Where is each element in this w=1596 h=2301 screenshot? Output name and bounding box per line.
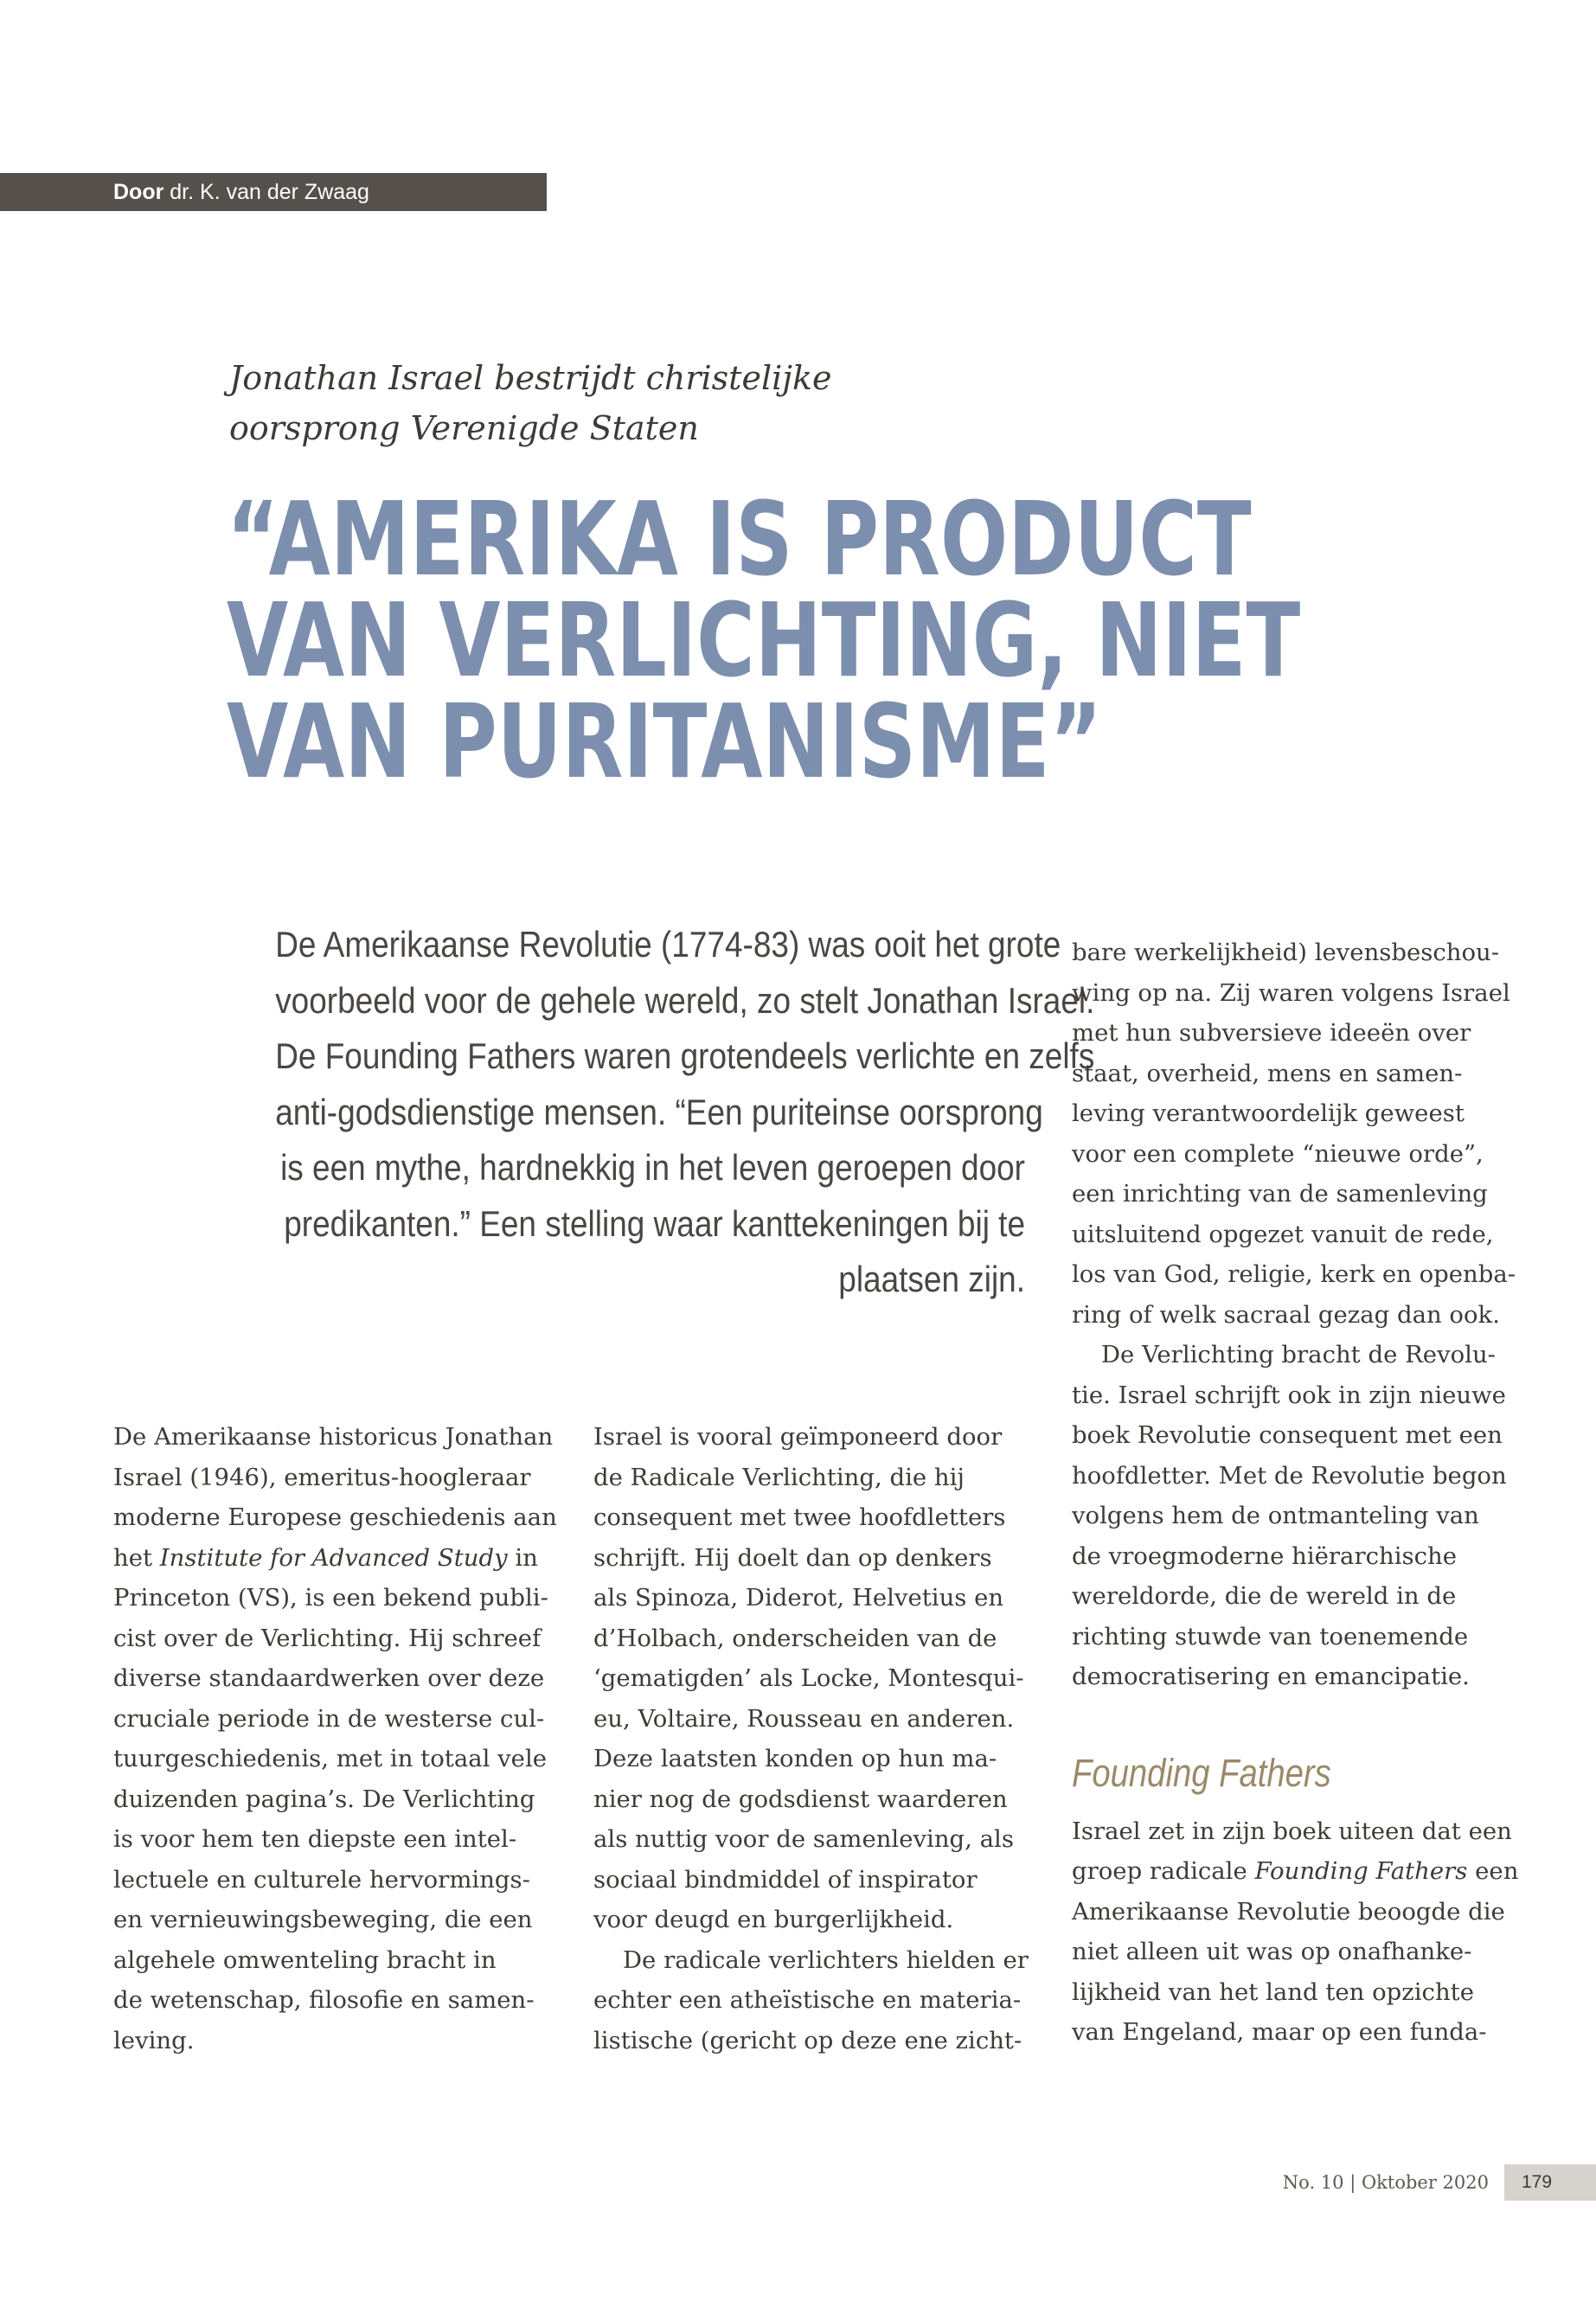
body-line: en vernieuwingsbeweging, die een: [113, 1906, 533, 1933]
body-line: los van God, religie, kerk en openba-: [1072, 1260, 1516, 1288]
body-line: Israel is vooral geïmponeerd door: [593, 1423, 1003, 1451]
body-text: een: [1467, 1857, 1519, 1885]
body-line: sociaal bindmiddel of inspirator: [593, 1865, 977, 1894]
lead-line: De Amerikaanse Revolutie (1774-83) was ooit het grote: [275, 924, 1061, 965]
column-3: [1072, 933, 1522, 2053]
body-line: algehele omwenteling bracht in: [113, 1945, 497, 1974]
lead-line: De Founding Fathers waren grotendeels verlichte en zelfs: [275, 1035, 1095, 1076]
institute-name: Institute for Advanced Study: [159, 1543, 508, 1572]
body-line: volgens hem de ontmanteling van: [1072, 1502, 1479, 1529]
body-line: consequent met twee hoofdletters: [593, 1503, 1006, 1531]
page-number: 179: [1504, 2164, 1596, 2201]
body-line: cruciale periode in de westerse cul-: [113, 1704, 545, 1733]
body-line: echter een atheïstische en materia-: [593, 1986, 1022, 2014]
column-1: [113, 1417, 563, 2061]
byline-bar: [0, 173, 547, 211]
headline: [227, 479, 1301, 801]
body-line: De radicale verlichters hielden er: [623, 1945, 1029, 1974]
body-text: groep radicale: [1072, 1857, 1255, 1885]
body-line: wereldorde, die de wereld in de: [1072, 1582, 1457, 1610]
body-line: boek Revolutie consequent met een: [1072, 1421, 1503, 1449]
body-line: tie. Israel schrijft ook in zijn nieuwe: [1072, 1381, 1506, 1409]
body-line: leving.: [113, 2026, 195, 2054]
body-line: hoofdletter. Met de Revolutie begon: [1072, 1461, 1507, 1490]
body-line: lijkheid van het land ten opzichte: [1072, 1977, 1474, 2006]
body-line: een inrichting van de samenleving: [1072, 1180, 1488, 1208]
body-line: ‘gematigden’ als Locke, Montesqui-: [593, 1664, 1024, 1692]
body-line: is voor hem ten diepste een intel-: [113, 1825, 517, 1853]
body-line: ring of welk sacraal gezag dan ook.: [1072, 1300, 1500, 1329]
body-line: De Verlichting bracht de Revolu-: [1101, 1341, 1496, 1368]
body-line: voor een complete “nieuwe orde”,: [1072, 1139, 1484, 1168]
body-line: wing op na. Zij waren volgens Israel: [1072, 978, 1510, 1007]
body-line: cist over de Verlichting. Hij schreef: [113, 1624, 542, 1652]
body-text: in: [507, 1543, 538, 1572]
body-line: van Engeland, maar op een funda-: [1072, 2018, 1487, 2046]
body-line: staat, overheid, mens en samen-: [1072, 1059, 1463, 1087]
body-line: [113, 1538, 563, 1579]
body-line: tuurgeschiedenis, met in totaal vele: [113, 1745, 548, 1772]
body-line: Princeton (VS), is een bekend publi-: [113, 1584, 548, 1612]
lead-paragraph: [275, 917, 1095, 1308]
body-line: moderne Europese geschiedenis aan: [113, 1503, 557, 1531]
founding-fathers-term: Founding Fathers: [1254, 1857, 1468, 1885]
body-line: niet alleen uit was op onafhanke-: [1072, 1938, 1472, 1965]
lead-line: plaatsen zijn.: [838, 1259, 1025, 1299]
page-footer: [1283, 2164, 1596, 2201]
issue-info: No. 10 | Oktober 2020: [1282, 2172, 1489, 2193]
lead-line: predikanten.” Een stelling waar kanttekeningen bij te: [284, 1202, 1025, 1244]
section-heading: Founding Fathers: [1072, 1750, 1331, 1795]
body-line: Deze laatsten konden op hun ma-: [593, 1745, 997, 1772]
headline-line: “AMERIKA IS PRODUCT: [227, 479, 1252, 599]
column-2: [593, 1417, 1043, 2061]
body-line: richting stuwde van toenemende: [1072, 1622, 1469, 1650]
subtitle-line: Jonathan Israel bestrijdt christelijke: [229, 359, 832, 397]
body-line: Israel zet in zijn boek uiteen dat een: [1072, 1817, 1512, 1845]
body-line: leving verantwoordelijk geweest: [1072, 1099, 1465, 1127]
lead-line: voorbeeld voor de gehele wereld, zo stelt Jonathan Israel.: [275, 979, 1095, 1021]
byline-author: dr. K. van der Zwaag: [170, 180, 369, 204]
body-line: De Amerikaanse historicus Jonathan: [113, 1423, 554, 1451]
body-line: nier nog de godsdienst waarderen: [593, 1785, 1008, 1813]
body-line: bare werkelijkheid) levensbeschou-: [1072, 939, 1500, 966]
body-line: democratisering en emancipatie.: [1072, 1663, 1470, 1690]
body-line: de wetenschap, filosofie en samen-: [113, 1986, 535, 2014]
body-line: eu, Voltaire, Rousseau en anderen.: [593, 1704, 1015, 1733]
body-line: Israel (1946), emeritus-hoogleraar: [113, 1463, 531, 1491]
lead-line: anti-godsdienstige mensen. “Een puriteinse oorsprong: [275, 1091, 1043, 1132]
body-line: listische (gericht op deze ene zicht-: [593, 2026, 1022, 2054]
body-line: de vroegmoderne hiërarchische: [1072, 1541, 1457, 1570]
subtitle-line: oorsprong Verenigde Staten: [229, 409, 699, 447]
body-line: de Radicale Verlichting, die hij: [593, 1463, 965, 1491]
body-line: uitsluitend opgezet vanuit de rede,: [1072, 1220, 1494, 1248]
body-line: d’Holbach, onderscheiden van de: [593, 1624, 997, 1652]
body-line: schrijft. Hij doelt dan op denkers: [593, 1543, 992, 1572]
body-text: het: [113, 1543, 160, 1572]
body-line: met hun subversieve ideeën over: [1072, 1019, 1471, 1047]
headline-line: VAN PURITANISME”: [227, 682, 1103, 801]
body-line: duizenden pagina’s. De Verlichting: [113, 1785, 535, 1813]
subtitle: [229, 353, 1008, 453]
body-line: als nuttig voor de samenleving, als: [593, 1825, 1014, 1853]
body-line: Amerikaanse Revolutie beoogde die: [1072, 1897, 1505, 1926]
headline-line: VAN VERLICHTING, NIET: [227, 580, 1301, 700]
byline-prefix: Door: [113, 180, 164, 204]
body-line: voor deugd en burgerlijkheid.: [593, 1906, 954, 1933]
body-line: [1072, 1851, 1522, 1892]
body-line: diverse standaardwerken over deze: [113, 1664, 545, 1692]
lead-line: is een mythe, hardnekkig in het leven geroepen door: [280, 1147, 1025, 1188]
body-line: lectuele en culturele hervormings-: [113, 1865, 530, 1894]
body-line: als Spinoza, Diderot, Helvetius en: [593, 1584, 1004, 1612]
